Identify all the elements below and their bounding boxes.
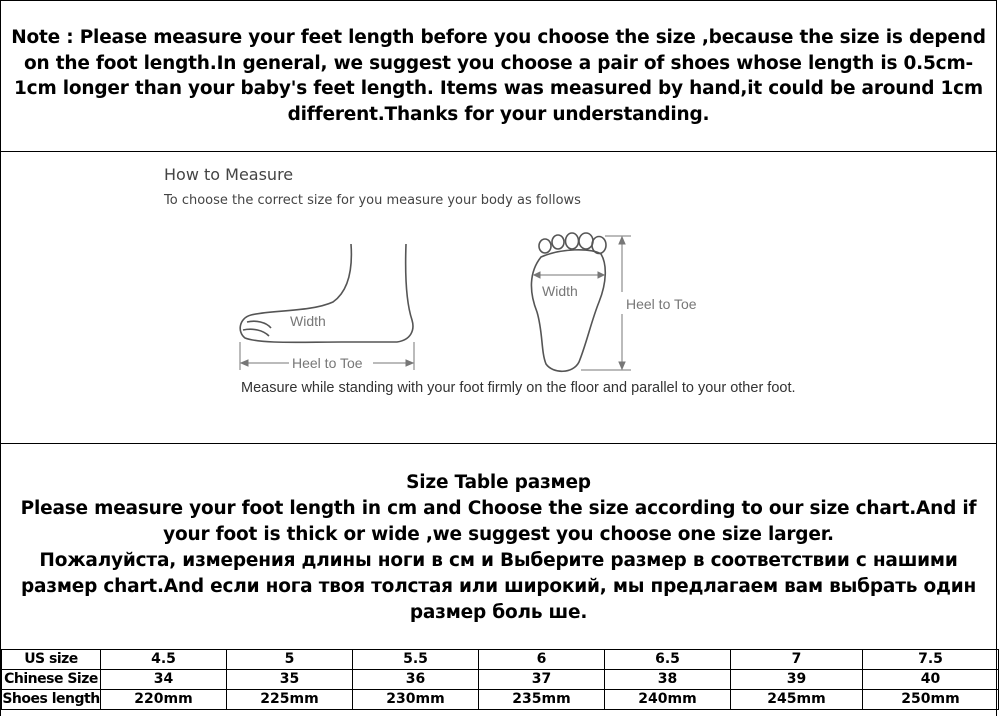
top-length-arrow xyxy=(581,236,631,370)
table-cell: 5 xyxy=(227,650,353,670)
row-label: US size xyxy=(2,650,101,670)
table-cell: 250mm xyxy=(863,690,999,710)
note-text: Note : Please measure your feet length before you choose the size ,because the size is depend on the foot length.In general, we suggest you choose a pair of shoes whose length is 0.5cm-1cm longer than your baby's feet length. Items was measured by hand,it could be around 1cm different.Thanks for your understanding. xyxy=(11,27,986,125)
size-heading xyxy=(5,470,992,626)
table-cell: 235mm xyxy=(479,690,605,710)
size-table xyxy=(1,649,999,710)
table-cell: 37 xyxy=(479,670,605,690)
side-foot-icon xyxy=(240,244,413,342)
row-label: Chinese Size xyxy=(2,670,101,690)
how-to-measure-panel xyxy=(0,151,997,444)
table-cell: 245mm xyxy=(731,690,863,710)
size-instructions-russian: Пожалуйста, измерения длины ноги в см и Выберите размер в соответствии с нашими размер chart.And если нога твоя толстая или широкий, мы предлагаем вам выбрать один размер боль ше. xyxy=(20,550,977,623)
note-panel xyxy=(0,0,997,152)
side-width-label: Width xyxy=(290,313,326,329)
foot-measure-diagram xyxy=(1,152,996,443)
side-length-label: Heel to Toe xyxy=(292,355,363,371)
how-to-measure-subtitle: To choose the correct size for you measure your body as follows xyxy=(164,193,581,208)
table-cell: 38 xyxy=(605,670,731,690)
size-table-panel xyxy=(0,443,997,716)
table-cell: 4.5 xyxy=(101,650,227,670)
table-cell: 7.5 xyxy=(863,650,999,670)
top-width-arrow xyxy=(534,272,604,278)
table-row-us-size xyxy=(2,650,999,670)
table-cell: 6 xyxy=(479,650,605,670)
table-cell: 7 xyxy=(731,650,863,670)
table-cell: 5.5 xyxy=(353,650,479,670)
table-row-chinese-size xyxy=(2,670,999,690)
table-cell: 34 xyxy=(101,670,227,690)
table-cell: 35 xyxy=(227,670,353,690)
table-cell: 6.5 xyxy=(605,650,731,670)
table-cell: 225mm xyxy=(227,690,353,710)
top-foot-icon xyxy=(531,233,606,371)
table-cell: 40 xyxy=(863,670,999,690)
table-cell: 240mm xyxy=(605,690,731,710)
size-title: Size Table размер xyxy=(406,472,591,493)
how-to-measure-caption: Measure while standing with your foot firmly on the floor and parallel to your other foot. xyxy=(241,380,796,396)
row-label: Shoes length xyxy=(2,690,101,710)
size-instructions-english: Please measure your foot length in cm and Choose the size according to our size chart.And if your foot is thick or wide ,we suggest you choose one size larger. xyxy=(20,498,977,545)
table-row-shoes-length xyxy=(2,690,999,710)
table-cell: 230mm xyxy=(353,690,479,710)
table-cell: 36 xyxy=(353,670,479,690)
table-cell: 39 xyxy=(731,670,863,690)
top-length-label: Heel to Toe xyxy=(626,296,697,312)
how-to-measure-title: How to Measure xyxy=(164,165,294,184)
top-width-label: Width xyxy=(542,283,578,299)
table-cell: 220mm xyxy=(101,690,227,710)
